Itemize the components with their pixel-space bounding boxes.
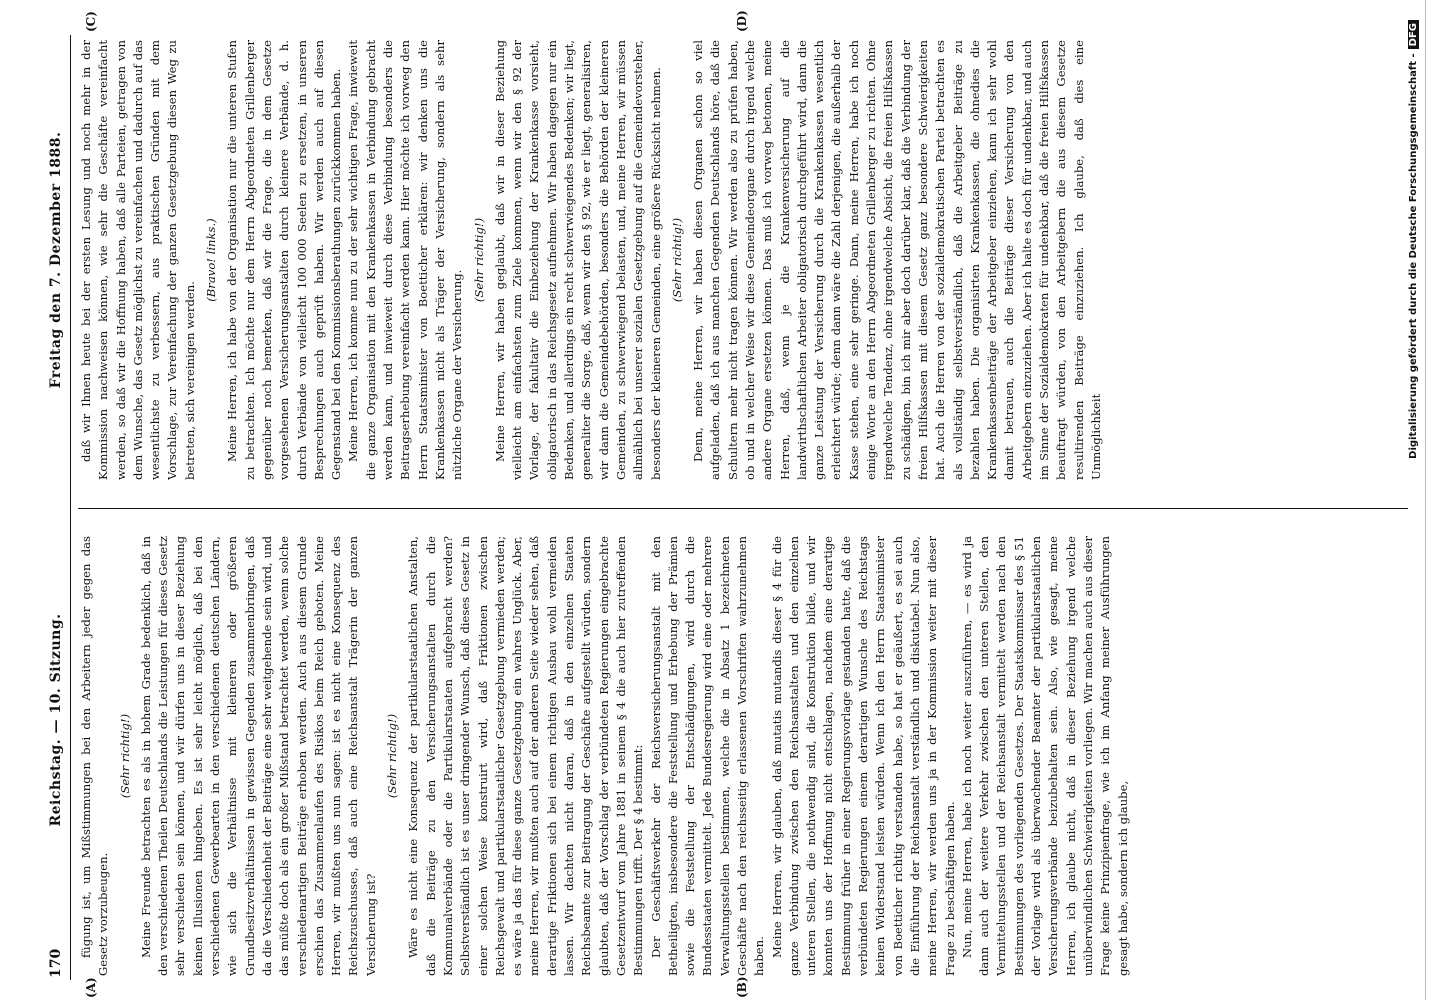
margin-mark-a: (A) xyxy=(84,977,98,998)
interjection: (Sehr richtig!) xyxy=(117,713,132,799)
interjection: (Sehr richtig!) xyxy=(669,217,684,303)
header-rule xyxy=(70,35,71,980)
credit-text: Digitalisierung gefördert durch die Deutsche Forschungsgemeinschaft - xyxy=(1408,53,1419,459)
paragraph: fügung ist, um Mißstimmungen bei den Arbeitern jeder gegen das Gesetz vorzubeugen. xyxy=(79,536,111,976)
session-title: Reichstag. — 10. Sitzung. xyxy=(48,613,64,827)
paragraph: Meine Herren, ich komme nun zu der sehr wichtigen Frage, inwieweit die ganze Organisation mit den Krankenkassen in Verbindung gebracht werden kann, und inwieweit durch diese Verbindung besonders die Beitragserhebung vereinfacht werden kann. Hier möchte ich vorweg den Herrn Staatsminister von Boetticher erklären: wir denken uns die Krankenkassen nicht als Träger der Versicherung, sondern als sehr nützliche Organe der Versicherung. xyxy=(346,40,465,480)
column-separator xyxy=(78,508,1408,509)
paragraph: Denn, meine Herren, wir haben diesen Organen schon so viel aufgeladen, daß ich aus manchen Gegenden Deutschlands höre, daß die Schultern mehr nicht tragen können. Wir werden also zu prüfen haben, ob und in welcher Weise wir diese Gemeindeorgane durch irgend welche andere Organe ersetzen können. Das muß ich vorweg betonen, meine Herren, daß, wenn je die Krankenversicherung auf die landwirthschaftlichen Arbeiter obligatorisch durchgeführt wird, dann die ganze Leistung der Versicherung durch die Krankenkassen wesentlich erleichtert würde; denn dann wäre die Zahl derjenigen, die außerhalb der Kasse stehen, eine sehr geringe. Dann, meine Herren, habe ich noch einige Worte an den Herrn Abgeordneten Grillenberger zu richten. Ohne irgendwelche Tendenz, ohne irgendwelche Absicht, die freien Hilfskassen zu schädigen, bin ich mir aber doch darüber klar, daß die Verbindung der freien Hilfskassen mit diesem Gesetz ganz besondere Schwierigkeiten hat. Auch die Herren von der sozialdemokratischen Partei betrachten es als vollständig selbstverständlich, daß die Arbeitgeber Beiträge zu bezahlen haben. Die organisirten Krankenkassen, die ohnedies die Krankenkassenbeiträge der Arbeitgeber einziehen, kann ich sehr wohl damit betrauen, auch die Beiträge dieser Versicherung von den Arbeitgebern einzuziehen. Aber ich halte es doch für undenkbar, und auch im Sinne der Sozialdemokraten für undenkbar, daß die freien Hilfskassen beauftragt würden, von den Arbeitgebern die aus diesem Gesetze resultirenden Beiträge einzuziehen. Ich glaube, daß dies eine Unmöglichkeit xyxy=(691,40,1103,480)
margin-mark-c: (C) xyxy=(84,11,98,32)
right-text-column xyxy=(78,40,1408,480)
interjection: (Sehr richtig!) xyxy=(385,713,400,799)
paragraph: daß wir Ihnen heute bei der ersten Lesung und noch mehr in der Kommission nachweisen können, wie sehr die Geschäfte vereinfacht werden, so daß wir die Hoffnung haben, daß alle Parteien, getragen von dem Wunsche, das Gesetz möglichst zu vereinfachen und dadurch auf das wesentlichste zu verbessern, aus praktischen Gründen mit dem Vorschlage, zur Vereinfachung der ganzen Gesetzgebung diesen Weg zu betreten, sich vereinigen werden. xyxy=(79,40,197,480)
paragraph: Der Geschäftsverkehr der Reichsversicherungsanstalt mit den Betheiligten, insbesondere die Feststellung und Erhebung der Prämien sowie die Feststellung der Entschädigungen, wird durch die Bundesstaaten vermittelt. Jede Bundesregierung wird eine oder mehrere Verwaltungsstellen bestimmen, welche die in Absatz 1 bezeichneten Geschäfte nach den reichsseitig erlassenen Vorschriften wahrzunehmen haben. xyxy=(648,536,767,976)
margin-mark-b: (B) xyxy=(735,976,749,998)
page-number: 170 xyxy=(48,948,64,978)
digitization-credit xyxy=(1408,20,1419,980)
interjection: (Sehr richtig!) xyxy=(471,217,486,303)
scan-edge-line xyxy=(1425,0,1426,1000)
paragraph: Nun, meine Herren, habe ich noch weiter auszuführen, — es wird ja dann auch der weitere Verkehr zwischen den unteren Stellen, den Vermittelungsstellen und der Reichsanstalt vermittelt werden nach den Bestimmungen des vorliegenden Gesetzes. Der Staatskommissar des § 51 der Vorlage wird als überwachender Beamter der partikularstaatlichen Versicherungsverbände beizubehalten sein. Also, wie gesagt, meine Herren, ich glaube nicht, daß in dieser Beziehung irgend welche unüberwindlichen Schwierigkeiten vorliegen. Wir machen auch aus dieser Frage keine Prinzipienfrage, wie ich im Anfang meiner Ausführungen gesagt habe, sondern ich glaube, xyxy=(959,536,1130,976)
dfg-logo: DFG xyxy=(1408,20,1419,49)
margin-mark-d: (D) xyxy=(735,10,749,32)
paragraph: Meine Herren, wir haben geglaubt, daß wir in dieser Beziehung vielleicht am einfachsten zum Ziele kommen, wenn wir den § 92 der Vorlage, der fakultativ die Einbeziehung der Krankenkasse vorsieht, obligatorisch in das Reichsgesetz aufnehmen. Wir haben dagegen nur ein Bedenken, und allerdings ein recht schwerwiegendes Bedenken; wir liegt, generaliter die Sorge, daß, wenn wir den § 92, wie er liegt, generalisiren, wir dann die Gemeindebehörden, besonders die Behörden der kleineren Gemeinden, zu schwerwiegend belasten, und, meine Herren, wir müssen allmählich bei unserer sozialen Gesetzgebung auf die Gemeindevorsteher, besonders der kleineren Gemeinden, eine größere Rücksicht nehmen. xyxy=(492,40,663,480)
interjection: (Bravo! links.) xyxy=(204,218,219,302)
paragraph: Meine Herren, wir glauben, daß mutatis mutandis dieser § 4 für die ganze Verbindung zwischen den Reichsanstalten und den einzelnen unteren Stellen, die nothwendig sind, die Konstruktion bilde, und wir konnten uns der Hoffnung nicht entschlagen, nachdem eine derartige Bestimmung früher in einer Regierungsvorlage gestanden hatte, daß die verbündeten Regierungen einem derartigen Wunsche des Reichstags keinen Widerstand leisten würden. Wenn ich den Herrn Staatsminister von Boetticher richtig verstanden habe, so hat er geäußert, es sei auch die Einführung der Reichsanstalt verständlich und diskutabel. Nun also, meine Herren, wir werden uns ja in der Kommission weiter mit dieser Frage zu beschäftigen haben. xyxy=(769,536,957,976)
paragraph: Meine Herren, ich habe von der Organisation nur die unteren Stufen zu betrachten. Ich möchte nur dem Herrn Abgeordneten Grillenberger gegenüber noch bemerken, daß wir die Frage, die in dem Gesetze vorgesehenen Versicherungsanstalten durch kleinere Verbände, d. h. durch Verbände von vielleicht 100 000 Seelen zu ersetzen, in unseren Besprechungen auch geprüft haben. Wir werden auch auf diesen Gegenstand bei den Kommissionsberathungen zurückkommen haben. xyxy=(225,40,344,480)
paragraph: Wäre es nicht eine Konsequenz der partikularstaatlichen Anstalten, daß die Beiträge zu den Versicherungsanstalten durch die Kommunalverbände oder die Partikularstaaten aufgebracht werden? Selbstverständlich ist es unser dringender Wunsch, daß dieses Gesetz in einer solchen Weise konstruirt wird, daß Friktionen zwischen Reichsgewalt und partikularstaatlicher Gesetzgebung vermieden werden; es wäre ja das für diese ganze Gesetzgebung ein wahres Unglück. Aber, meine Herren, wir mußten auch auf der anderen Seite wieder sehen, daß derartige Friktionen sich bei einem richtigen Ausbau wohl vermeiden lassen. Wir dachten nicht daran, daß in den einzelnen Staaten Reichsbeamte zur Beitragung der Geschäfte aufgestellt würden, sondern glaubten, daß der Vorschlag der verbündeten Regierungen eingebrachte Gesetzentwurf vom Jahre 1881 in seinem § 4 die auch hier zutreffenden Bestimmungen trifft. Der § 4 bestimmt: xyxy=(406,536,646,976)
left-text-column xyxy=(78,536,1408,976)
session-date: Freitag den 7. Dezember 1888. xyxy=(48,131,64,389)
paragraph: Meine Freunde betrachten es als in hohem Grade bedenklich, daß in den verschiedenen Theilen Deutschlands die Leistungen für dieses Gesetz sehr verschieden sein können, und wir dürfen uns in dieser Beziehung keinen Illusionen hingeben. Es ist sehr leicht möglich, daß bei den verschiedenen Gewerbearten in den verschiedenen deutschen Ländern, wie sich die Verhältnisse mit kleineren oder größeren Grundbesitzverhältnissen in gewissen Gegenden zusammenbringen, daß da die Verschiedenheit der Beiträge eine sehr weitgehende sein wird, und das müßte doch als ein großer Mißstand betrachtet werden, wenn solche verschiedenartigen Beiträge erhoben werden. Auch aus diesem Grunde erschien das Zusammenlaufen des Risikos beim Reich geboten. Meine Herren, wir mußten uns nun sagen: ist es nicht eine Konsequenz des Reichszuschusses, daß auch eine Reichsanstalt Trägerin der ganzen Versicherung ist? xyxy=(138,536,378,976)
